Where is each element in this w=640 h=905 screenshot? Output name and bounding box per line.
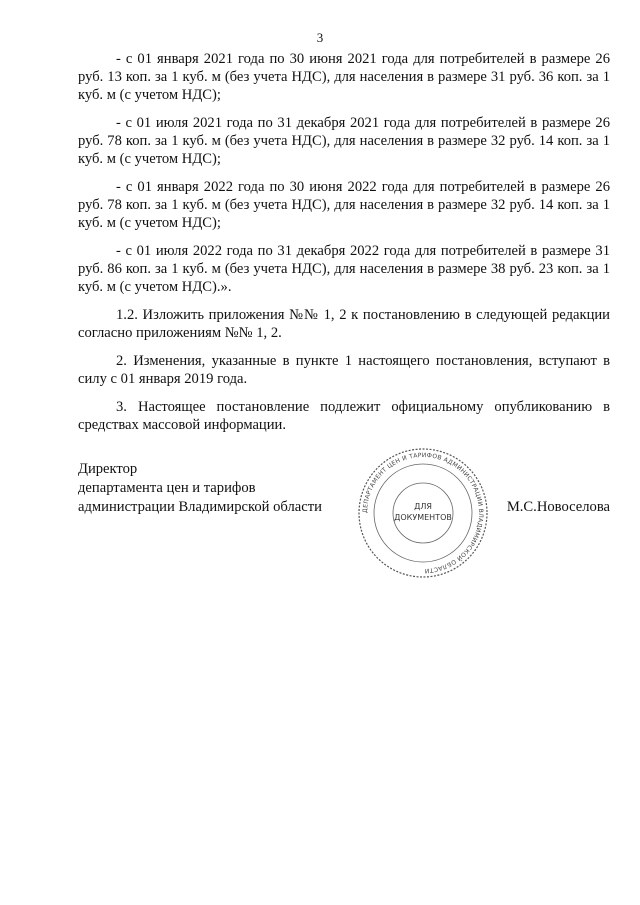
signature-block xyxy=(78,460,610,570)
clause-3: 3. Настоящее постановление подлежит официальному опубликованию в средствах массовой информации. xyxy=(78,399,610,433)
page-number: 3 xyxy=(316,30,324,45)
stamp-ring-text: ДЕПАРТАМЕНТ ЦЕН И ТАРИФОВ АДМИНИСТРАЦИИ ВЛАДИМИРСКОЙ ОБЛАСТИ xyxy=(361,451,485,575)
tariff-period-3: - с 01 января 2022 года по 30 июня 2022 года для потребителей в размере 26 руб. 78 коп. за 1 куб. м (без учета НДС), для населения в размере 32 руб. 14 коп. за 1 куб. м (с учетом НДС); xyxy=(78,179,610,231)
official-stamp xyxy=(348,446,498,580)
signatory-title-line: администрации Владимирской области xyxy=(78,499,322,515)
signatory-title xyxy=(78,460,348,517)
clause-2: 2. Изменения, указанные в пункте 1 настоящего постановления, вступают в силу с 01 января 2019 года. xyxy=(78,353,610,387)
signatory-title-line: Директор xyxy=(78,461,138,477)
signatory-name: М.С.Новоселова xyxy=(506,499,610,515)
signatory-title-line: департамента цен и тарифов xyxy=(78,480,256,496)
tariff-period-4: - с 01 июля 2022 года по 31 декабря 2022 года для потребителей в размере 31 руб. 86 коп. за 1 куб. м (без учета НДС), для населения в размере 38 руб. 23 коп. за 1 куб. м (с учетом НДС).». xyxy=(78,243,610,295)
stamp-center-line: ДОКУМЕНТОВ xyxy=(394,513,452,522)
tariff-period-2: - с 01 июля 2021 года по 31 декабря 2021 года для потребителей в размере 26 руб. 78 коп. за 1 куб. м (без учета НДС), для населения в размере 32 руб. 14 коп. за 1 куб. м (с учетом НДС); xyxy=(78,115,610,167)
document-body xyxy=(78,50,610,444)
clause-1-2: 1.2. Изложить приложения №№ 1, 2 к постановлению в следующей редакции согласно приложениям №№ 1, 2. xyxy=(78,307,610,341)
stamp-center-line: ДЛЯ xyxy=(414,502,432,511)
tariff-period-1: - с 01 января 2021 года по 30 июня 2021 года для потребителей в размере 26 руб. 13 коп. за 1 куб. м (без учета НДС), для населения в размере 31 руб. 36 коп. за 1 куб. м (с учетом НДС); xyxy=(78,51,610,103)
